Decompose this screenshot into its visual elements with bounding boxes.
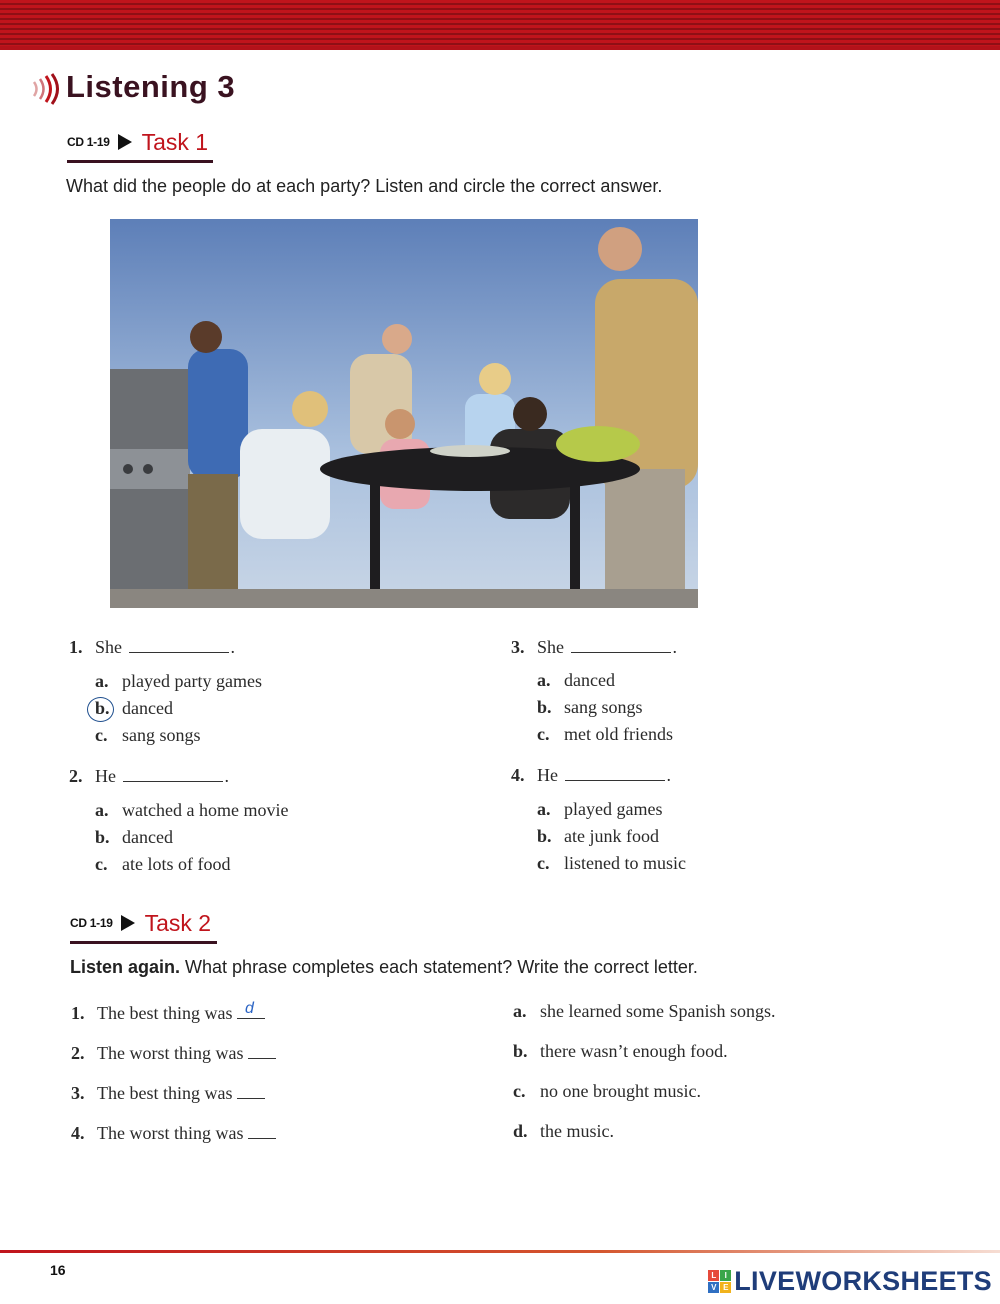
answer-blank[interactable] [123,780,223,782]
option-1b[interactable]: b. danced [95,698,173,718]
question-4: 4. He . [511,765,671,785]
question-2: 2. He . [69,766,229,786]
option-3b[interactable]: b. sang songs [537,697,643,717]
answer-blank[interactable] [129,651,229,653]
liveworksheets-brand[interactable] [708,1266,992,1297]
task2-heading [70,906,211,940]
option-2b[interactable]: b. danced [95,827,173,847]
choice-a: a. she learned some Spanish songs. [513,1001,776,1021]
cd-track-label: CD 1-19 [67,135,110,149]
choice-d: d. the music. [513,1121,614,1141]
option-3c[interactable]: c. met old friends [537,724,673,744]
letter-answer-field[interactable] [237,1084,265,1099]
sound-waves-icon [30,72,64,106]
cd-track-label: CD 1-19 [70,916,113,930]
option-4a[interactable]: a. played games [537,799,663,819]
footer-rule [0,1250,1000,1253]
brand-name: LIVEWORKSHEETS [734,1266,992,1296]
statement-3: 3. The best thing was [71,1083,265,1104]
statement-2: 2. The worst thing was [71,1043,276,1064]
choice-b: b. there wasn’t enough food. [513,1041,728,1061]
option-1c[interactable]: c. sang songs [95,725,201,745]
liveworksheets-logo-icon: L I V E [708,1270,731,1293]
task1-instruction: What did the people do at each party? Listen and circle the correct answer. [66,176,663,196]
section-title: Listening 3 [66,69,236,104]
choice-c: c. no one brought music. [513,1081,701,1101]
question-1: 1. She . [69,637,235,657]
task2-underline [70,941,217,944]
statement-4: 4. The worst thing was [71,1123,276,1144]
page-number: 16 [50,1262,66,1278]
answer-blank[interactable] [571,651,671,653]
question-3: 3. She . [511,637,677,657]
task2-label: Task 2 [144,909,212,936]
party-photo [110,219,698,608]
task1-label: Task 1 [141,128,209,155]
play-arrow-icon [121,915,135,931]
letter-answer-field[interactable] [248,1124,276,1139]
top-banner [0,0,1000,50]
option-4b[interactable]: b. ate junk food [537,826,659,846]
statement-1: 1. The best thing was d [71,1003,265,1024]
task1-heading [67,125,208,159]
option-3a[interactable]: a. danced [537,670,615,690]
letter-answer-field[interactable] [248,1044,276,1059]
option-2c[interactable]: c. ate lots of food [95,854,231,874]
written-answer: d [244,1000,254,1017]
letter-answer-field[interactable] [237,1000,265,1019]
play-arrow-icon [118,134,132,150]
option-2a[interactable]: a. watched a home movie [95,800,289,820]
option-1a[interactable]: a. played party games [95,671,262,691]
answer-blank[interactable] [565,779,665,781]
task1-underline [67,160,213,163]
task2-instruction: Listen again. What phrase completes each statement? Write the correct letter. [70,957,698,977]
option-4c[interactable]: c. listened to music [537,853,686,873]
